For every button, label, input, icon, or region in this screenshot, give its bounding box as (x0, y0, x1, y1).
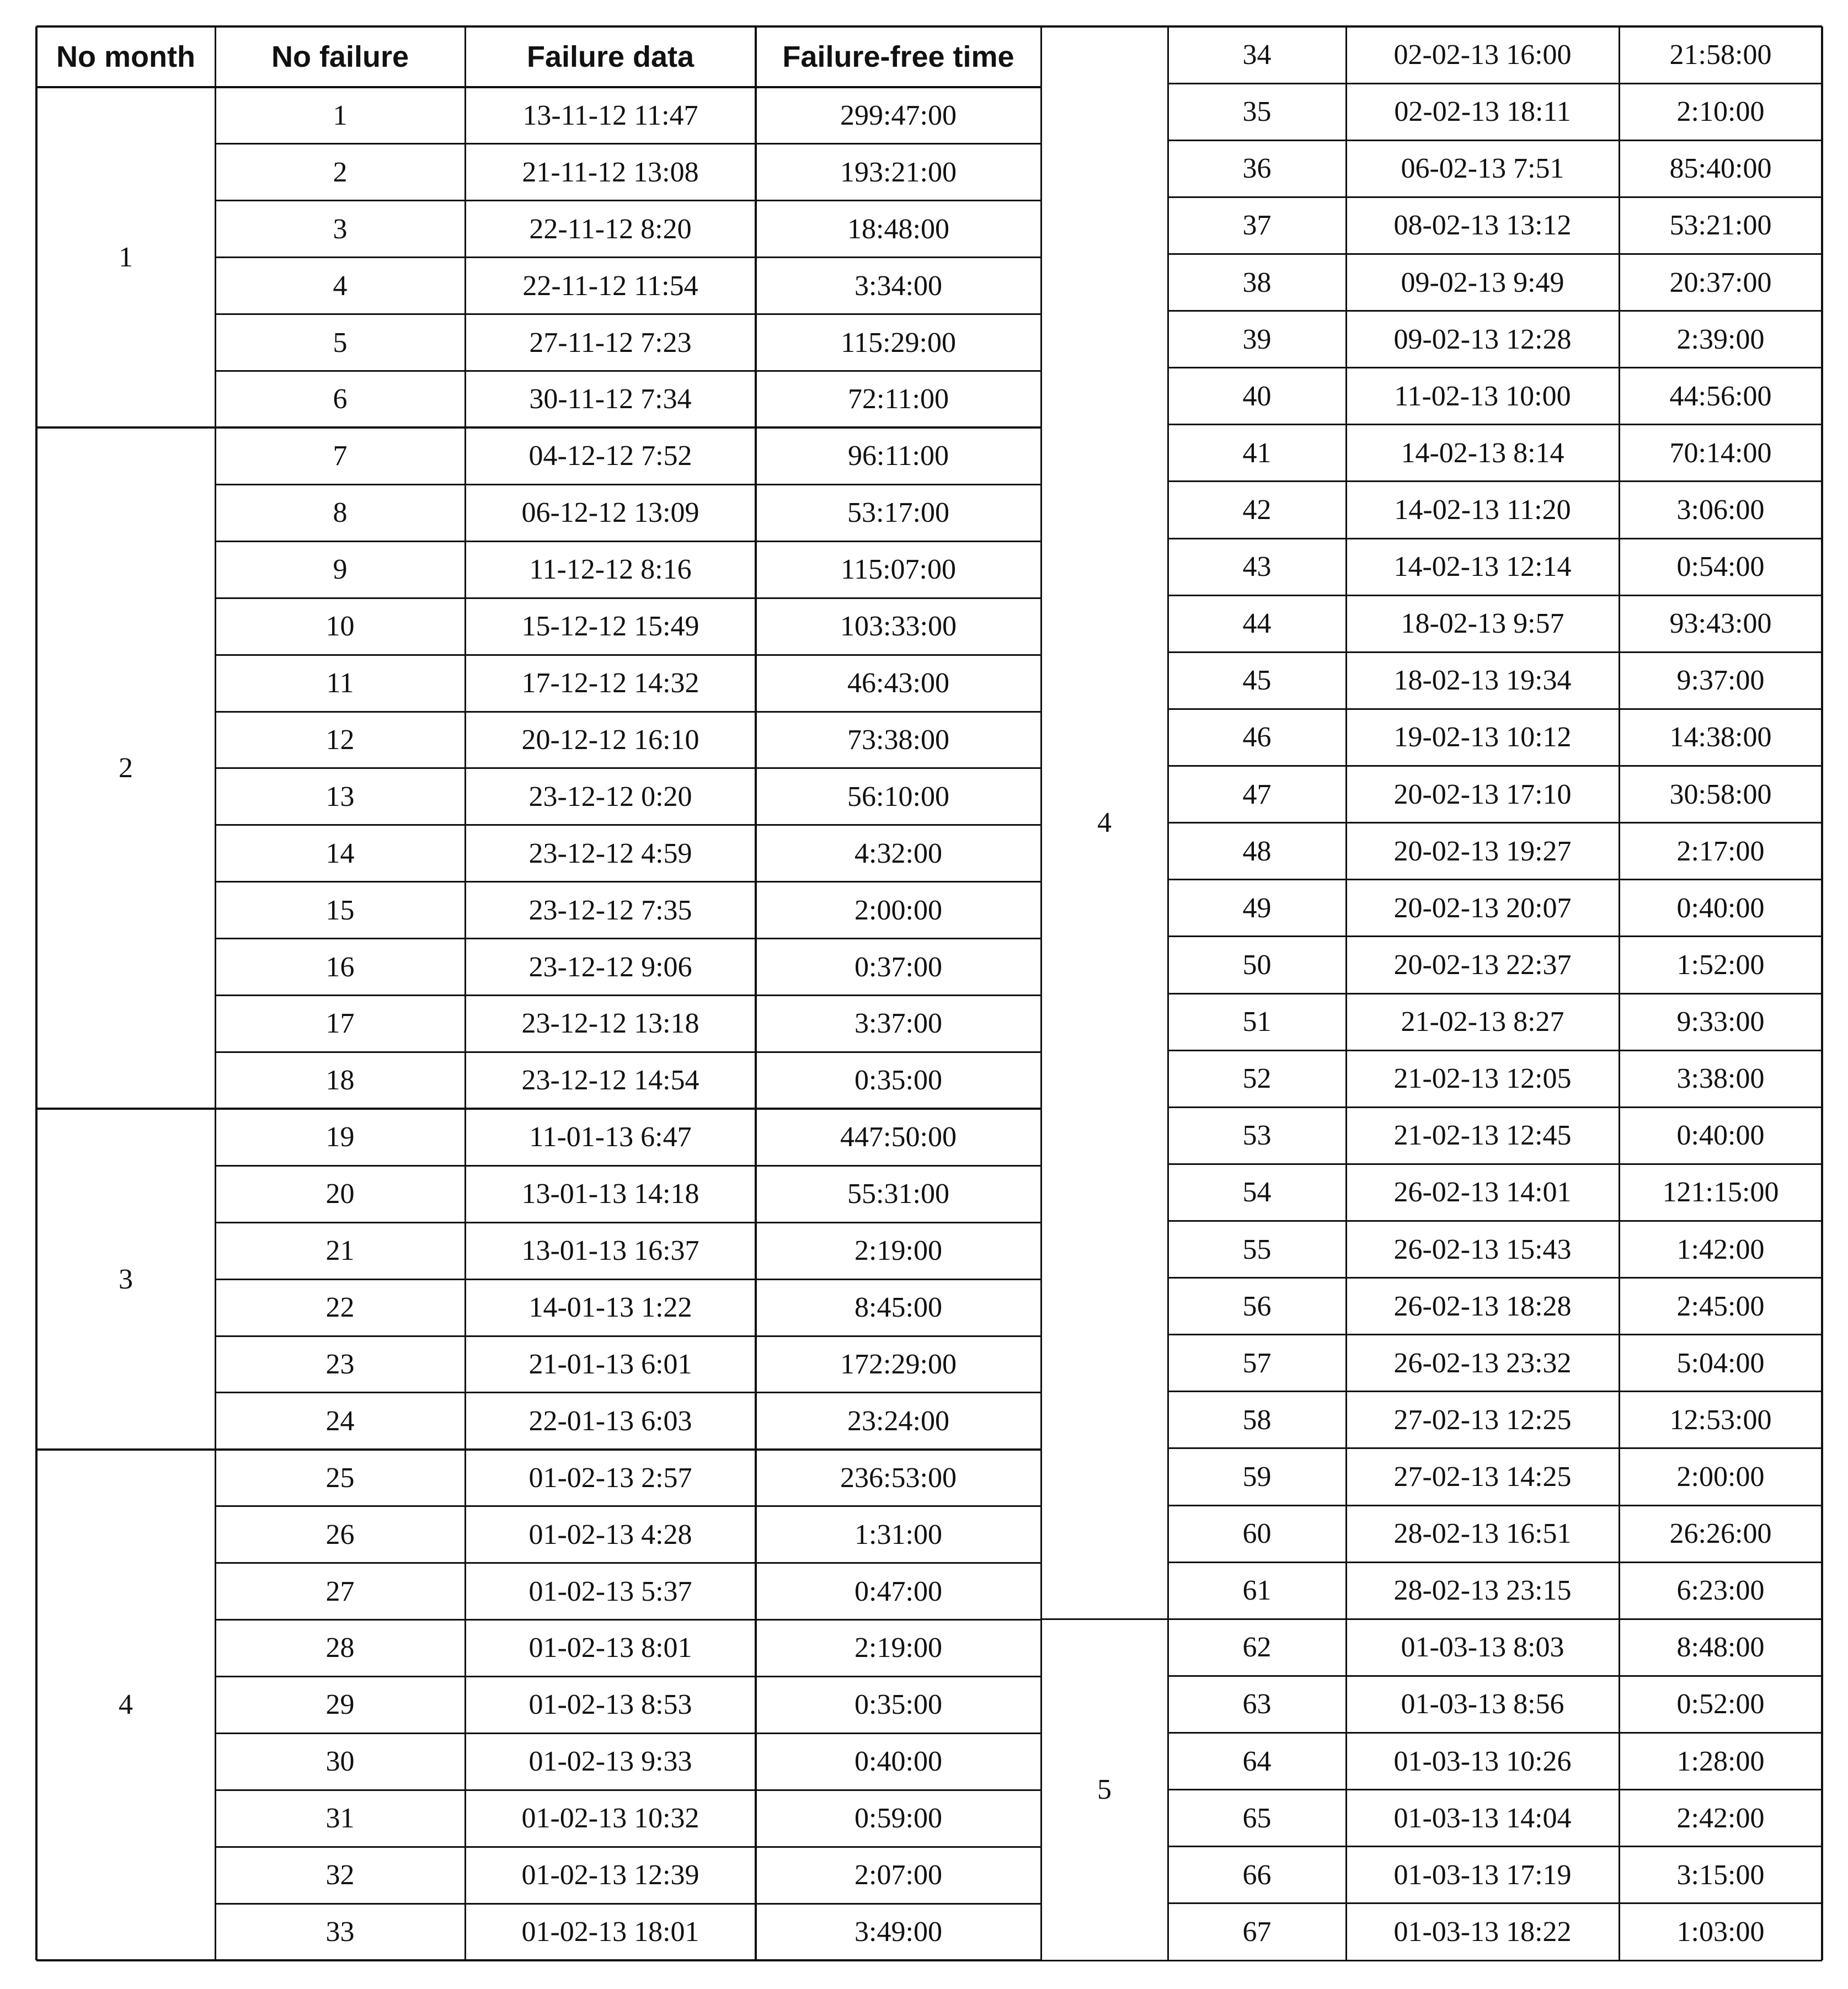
failure-date-cell: 01-03-13 17:19 (1393, 1859, 1572, 1891)
month-cell: 4 (1097, 807, 1112, 839)
failure-number-cell: 46 (1242, 721, 1272, 753)
failure-date-cell: 26-02-13 15:43 (1393, 1233, 1572, 1265)
failure-date-cell: 18-02-13 9:57 (1401, 608, 1564, 640)
failure-free-time-cell: 85:40:00 (1669, 153, 1772, 185)
failure-number-cell: 23 (325, 1348, 355, 1380)
failure-number-cell: 2 (333, 156, 348, 188)
right-border (1821, 26, 1823, 1960)
failure-free-time-cell: 447:50:00 (840, 1121, 957, 1153)
failure-date-cell: 01-02-13 8:53 (528, 1689, 692, 1721)
failure-date-cell: 18-02-13 19:34 (1393, 665, 1572, 697)
failure-free-time-cell: 73:38:00 (847, 724, 949, 756)
column-divider (755, 26, 757, 1960)
failure-number-cell: 26 (325, 1519, 355, 1550)
failure-date-cell: 23-12-12 13:18 (521, 1008, 699, 1040)
failure-free-time-cell: 44:56:00 (1669, 380, 1772, 412)
failure-date-cell: 01-02-13 2:57 (528, 1462, 692, 1494)
failure-number-cell: 67 (1242, 1916, 1272, 1948)
failure-date-cell: 01-02-13 9:33 (528, 1746, 692, 1778)
failure-date-cell: 26-02-13 14:01 (1393, 1177, 1572, 1209)
failure-number-cell: 63 (1242, 1688, 1272, 1720)
failure-date-cell: 14-02-13 8:14 (1401, 437, 1564, 469)
failure-number-cell: 53 (1242, 1120, 1272, 1152)
failure-free-time-cell: 193:21:00 (840, 156, 957, 188)
failure-date-cell: 14-02-13 11:20 (1394, 494, 1571, 526)
failure-date-cell: 02-02-13 16:00 (1393, 39, 1572, 71)
failure-free-time-cell: 4:32:00 (854, 837, 942, 869)
failure-date-cell: 06-02-13 7:51 (1401, 153, 1564, 185)
failure-date-cell: 30-11-12 7:34 (529, 383, 692, 415)
month-cell: 5 (1097, 1774, 1112, 1806)
failure-free-time-cell: 1:42:00 (1676, 1233, 1765, 1265)
failure-date-cell: 01-03-13 14:04 (1393, 1802, 1572, 1834)
table-bottom-border (1041, 1960, 1822, 1961)
failure-date-cell: 20-02-13 20:07 (1393, 892, 1572, 924)
failure-free-time-cell: 299:47:00 (840, 99, 957, 131)
column-divider (1040, 26, 1042, 1960)
failure-free-time-cell: 0:54:00 (1676, 551, 1765, 583)
failure-number-cell: 38 (1242, 266, 1272, 298)
failure-date-cell: 20-02-13 22:37 (1393, 949, 1572, 981)
failure-number-cell: 50 (1242, 949, 1272, 981)
failure-number-cell: 15 (325, 894, 355, 926)
failure-free-time-cell: 0:37:00 (854, 951, 942, 983)
column-divider (464, 26, 466, 1960)
failure-number-cell: 48 (1242, 835, 1272, 867)
failure-date-cell: 19-02-13 10:12 (1393, 721, 1572, 753)
failure-number-cell: 27 (325, 1575, 355, 1607)
failure-free-time-cell: 6:23:00 (1676, 1575, 1765, 1607)
failure-number-cell: 59 (1242, 1461, 1272, 1493)
failure-date-cell: 23-12-12 7:35 (528, 894, 692, 926)
month-cell: 4 (119, 1689, 133, 1721)
failure-date-cell: 11-02-13 10:00 (1394, 380, 1571, 412)
failure-free-time-cell: 2:17:00 (1676, 835, 1765, 867)
failure-number-cell: 19 (325, 1121, 355, 1153)
failure-free-time-cell: 46:43:00 (847, 667, 949, 699)
failure-number-cell: 29 (325, 1689, 355, 1721)
failure-number-cell: 33 (325, 1916, 355, 1948)
failure-free-time-cell: 18:48:00 (847, 213, 949, 245)
failure-date-cell: 01-02-13 12:39 (521, 1859, 699, 1891)
header-failure-data: Failure data (526, 40, 695, 73)
failure-number-cell: 34 (1242, 39, 1272, 71)
failure-date-cell: 01-03-13 18:22 (1393, 1916, 1572, 1948)
failure-free-time-cell: 9:37:00 (1676, 665, 1765, 697)
failure-number-cell: 16 (325, 951, 355, 983)
table-bottom-border (36, 1959, 1041, 1961)
failure-date-cell: 21-02-13 12:45 (1393, 1120, 1572, 1152)
failure-free-time-cell: 172:29:00 (840, 1348, 957, 1380)
failure-date-cell: 22-11-12 8:20 (529, 213, 692, 245)
failure-number-cell: 14 (325, 837, 355, 869)
failure-date-cell: 20-02-13 19:27 (1393, 835, 1572, 867)
failure-date-cell: 08-02-13 13:12 (1393, 210, 1572, 242)
failure-date-cell: 21-11-12 13:08 (522, 156, 699, 188)
failure-free-time-cell: 21:58:00 (1669, 39, 1772, 71)
failure-number-cell: 61 (1242, 1575, 1272, 1607)
failure-date-cell: 14-01-13 1:22 (528, 1292, 692, 1324)
failure-number-cell: 1 (333, 99, 348, 131)
failure-number-cell: 51 (1242, 1006, 1272, 1038)
failure-date-cell: 14-02-13 12:14 (1393, 551, 1572, 583)
failure-date-cell: 23-12-12 0:20 (528, 780, 692, 812)
failure-date-cell: 02-02-13 18:11 (1394, 96, 1571, 128)
column-divider (1345, 26, 1347, 1960)
table-top-border (1041, 25, 1822, 28)
failure-free-time-cell: 26:26:00 (1669, 1518, 1772, 1550)
failure-number-cell: 45 (1242, 665, 1272, 697)
failure-date-cell: 26-02-13 23:32 (1393, 1347, 1572, 1379)
failure-free-time-cell: 9:33:00 (1676, 1006, 1765, 1038)
failure-free-time-cell: 8:48:00 (1676, 1632, 1765, 1664)
failure-number-cell: 7 (333, 440, 348, 472)
failure-number-cell: 49 (1242, 892, 1272, 924)
failure-free-time-cell: 93:43:00 (1669, 608, 1772, 640)
month-cell: 2 (119, 752, 133, 784)
failure-free-time-cell: 2:45:00 (1676, 1290, 1765, 1322)
failure-free-time-cell: 2:10:00 (1676, 96, 1765, 128)
failure-date-cell: 27-11-12 7:23 (529, 327, 692, 359)
failure-number-cell: 20 (325, 1178, 355, 1210)
failure-free-time-cell: 1:52:00 (1676, 949, 1765, 981)
failure-number-cell: 6 (333, 383, 348, 415)
failure-number-cell: 30 (325, 1746, 355, 1778)
column-divider (215, 26, 216, 1960)
failure-free-time-cell: 23:24:00 (847, 1405, 949, 1437)
failure-date-cell: 11-12-12 8:16 (529, 554, 692, 586)
failure-free-time-cell: 2:42:00 (1676, 1802, 1765, 1834)
failure-number-cell: 35 (1242, 96, 1272, 128)
failure-number-cell: 3 (333, 213, 348, 245)
failure-date-cell: 27-02-13 14:25 (1393, 1461, 1572, 1493)
failure-number-cell: 43 (1242, 551, 1272, 583)
failure-free-time-cell: 55:31:00 (847, 1178, 949, 1210)
failure-date-cell: 13-01-13 14:18 (521, 1178, 699, 1210)
failure-date-cell: 11-01-13 6:47 (529, 1121, 692, 1153)
failure-date-cell: 13-01-13 16:37 (521, 1235, 699, 1267)
failure-date-cell: 27-02-13 12:25 (1393, 1404, 1572, 1436)
failure-free-time-cell: 3:38:00 (1676, 1063, 1765, 1095)
failure-free-time-cell: 115:07:00 (841, 554, 956, 586)
failure-number-cell: 8 (333, 497, 348, 529)
failure-date-cell: 09-02-13 12:28 (1393, 323, 1572, 355)
failure-number-cell: 9 (333, 554, 348, 586)
failure-date-cell: 01-03-13 10:26 (1393, 1745, 1572, 1777)
failure-number-cell: 4 (333, 270, 348, 302)
failure-date-cell: 13-11-12 11:47 (522, 99, 698, 131)
month-cell: 3 (119, 1263, 133, 1295)
failure-free-time-cell: 0:59:00 (854, 1803, 942, 1835)
failure-free-time-cell: 3:34:00 (854, 270, 942, 302)
failure-number-cell: 65 (1242, 1802, 1272, 1834)
failure-number-cell: 39 (1242, 323, 1272, 355)
failure-date-cell: 22-01-13 6:03 (528, 1405, 692, 1437)
failure-number-cell: 11 (326, 667, 354, 699)
failure-number-cell: 17 (325, 1008, 355, 1040)
failure-date-cell: 23-12-12 4:59 (528, 837, 692, 869)
failure-date-cell: 28-02-13 16:51 (1393, 1518, 1572, 1550)
header-no-failure: No failure (271, 40, 409, 73)
failure-free-time-cell: 2:07:00 (854, 1859, 942, 1891)
failure-date-cell: 28-02-13 23:15 (1393, 1575, 1572, 1607)
failure-number-cell: 36 (1242, 153, 1272, 185)
failure-free-time-cell: 0:40:00 (1676, 1120, 1765, 1152)
failure-free-time-cell: 3:15:00 (1676, 1859, 1765, 1891)
failure-date-cell: 22-11-12 11:54 (522, 270, 698, 302)
failure-free-time-cell: 30:58:00 (1669, 778, 1772, 810)
failure-free-time-cell: 5:04:00 (1676, 1347, 1765, 1379)
failure-free-time-cell: 2:00:00 (1676, 1461, 1765, 1493)
failure-number-cell: 28 (325, 1632, 355, 1664)
failure-number-cell: 47 (1242, 778, 1272, 810)
failure-number-cell: 62 (1242, 1632, 1272, 1664)
failure-free-time-cell: 0:40:00 (1676, 892, 1765, 924)
failure-free-time-cell: 20:37:00 (1669, 266, 1772, 298)
failure-free-time-cell: 236:53:00 (840, 1462, 957, 1494)
failure-number-cell: 40 (1242, 380, 1272, 412)
failure-free-time-cell: 14:38:00 (1669, 721, 1772, 753)
failure-free-time-cell: 53:17:00 (847, 497, 949, 529)
failure-free-time-cell: 1:31:00 (854, 1519, 942, 1550)
failure-free-time-cell: 0:35:00 (854, 1065, 942, 1097)
failure-date-cell: 21-02-13 12:05 (1393, 1063, 1572, 1095)
failure-date-cell: 17-12-12 14:32 (521, 667, 699, 699)
failure-date-cell: 20-02-13 17:10 (1393, 778, 1572, 810)
failure-date-cell: 23-12-12 9:06 (528, 951, 692, 983)
failure-number-cell: 24 (325, 1405, 355, 1437)
failure-date-cell: 21-01-13 6:01 (528, 1348, 692, 1380)
failure-free-time-cell: 0:47:00 (854, 1575, 942, 1607)
failure-free-time-cell: 115:29:00 (841, 327, 956, 359)
failure-date-cell: 15-12-12 15:49 (521, 611, 699, 643)
failure-number-cell: 25 (325, 1462, 355, 1494)
failure-number-cell: 60 (1242, 1518, 1272, 1550)
failure-number-cell: 52 (1242, 1063, 1272, 1095)
failure-free-time-cell: 96:11:00 (848, 440, 949, 472)
failure-date-cell: 01-03-13 8:56 (1401, 1688, 1564, 1720)
failure-free-time-cell: 121:15:00 (1662, 1177, 1779, 1209)
failure-free-time-cell: 70:14:00 (1669, 437, 1772, 469)
failure-number-cell: 18 (325, 1065, 355, 1097)
failure-number-cell: 56 (1242, 1290, 1272, 1322)
failure-free-time-cell: 2:39:00 (1676, 323, 1765, 355)
failure-number-cell: 54 (1242, 1177, 1272, 1209)
failure-date-cell: 06-12-12 13:09 (521, 497, 699, 529)
failure-date-cell: 01-02-13 18:01 (521, 1916, 699, 1948)
failure-free-time-cell: 56:10:00 (847, 780, 949, 812)
failure-number-cell: 21 (325, 1235, 355, 1267)
failure-free-time-cell: 103:33:00 (840, 611, 957, 643)
failure-free-time-cell: 12:53:00 (1669, 1404, 1772, 1436)
header-failure-free-time: Failure-free time (782, 40, 1014, 73)
failure-date-cell: 01-02-13 4:28 (528, 1519, 692, 1550)
failure-number-cell: 57 (1242, 1347, 1272, 1379)
left-border (35, 26, 38, 1960)
failure-free-time-cell: 0:52:00 (1676, 1688, 1765, 1720)
failure-number-cell: 64 (1242, 1745, 1272, 1777)
failure-free-time-cell: 2:19:00 (854, 1235, 942, 1267)
month-cell: 1 (119, 242, 133, 274)
failure-date-cell: 20-12-12 16:10 (521, 724, 699, 756)
column-divider (1619, 26, 1620, 1960)
failure-number-cell: 5 (333, 327, 348, 359)
failure-free-time-cell: 3:37:00 (854, 1008, 942, 1040)
failure-free-time-cell: 8:45:00 (854, 1292, 942, 1324)
failure-number-cell: 22 (325, 1292, 355, 1324)
header-no-month: No month (56, 40, 195, 73)
failure-free-time-cell: 0:40:00 (854, 1746, 942, 1778)
failure-date-cell: 01-02-13 5:37 (528, 1575, 692, 1607)
failure-number-cell: 44 (1242, 608, 1272, 640)
failure-number-cell: 58 (1242, 1404, 1272, 1436)
failure-date-cell: 26-02-13 18:28 (1393, 1290, 1572, 1322)
failure-free-time-cell: 72:11:00 (848, 383, 949, 415)
failure-number-cell: 12 (325, 724, 355, 756)
failure-date-cell: 01-02-13 10:32 (521, 1803, 699, 1835)
failure-date-cell: 21-02-13 8:27 (1401, 1006, 1564, 1038)
failure-free-time-cell: 3:49:00 (854, 1916, 942, 1948)
failure-number-cell: 31 (325, 1803, 355, 1835)
failure-date-cell: 01-03-13 8:03 (1401, 1632, 1564, 1664)
failure-date-cell: 04-12-12 7:52 (528, 440, 692, 472)
failure-number-cell: 32 (325, 1859, 355, 1891)
table-top-border (36, 25, 1041, 28)
failure-date-cell: 23-12-12 14:54 (521, 1065, 699, 1097)
failure-free-time-cell: 2:19:00 (854, 1632, 942, 1664)
failure-free-time-cell: 1:03:00 (1676, 1916, 1765, 1948)
failure-free-time-cell: 53:21:00 (1669, 210, 1772, 242)
failure-number-cell: 10 (325, 611, 355, 643)
failure-date-cell: 01-02-13 8:01 (528, 1632, 692, 1664)
header-bottom-border (36, 86, 1041, 88)
failure-number-cell: 37 (1242, 210, 1272, 242)
failure-number-cell: 66 (1242, 1859, 1272, 1891)
failure-date-cell: 09-02-13 9:49 (1401, 266, 1564, 298)
failure-free-time-cell: 1:28:00 (1676, 1745, 1765, 1777)
failure-number-cell: 13 (325, 780, 355, 812)
failure-number-cell: 42 (1242, 494, 1272, 526)
failure-number-cell: 41 (1242, 437, 1272, 469)
column-divider (1167, 26, 1169, 1960)
failure-free-time-cell: 2:00:00 (854, 894, 942, 926)
failure-number-cell: 55 (1242, 1233, 1272, 1265)
failure-free-time-cell: 0:35:00 (854, 1689, 942, 1721)
failure-free-time-cell: 3:06:00 (1676, 494, 1765, 526)
